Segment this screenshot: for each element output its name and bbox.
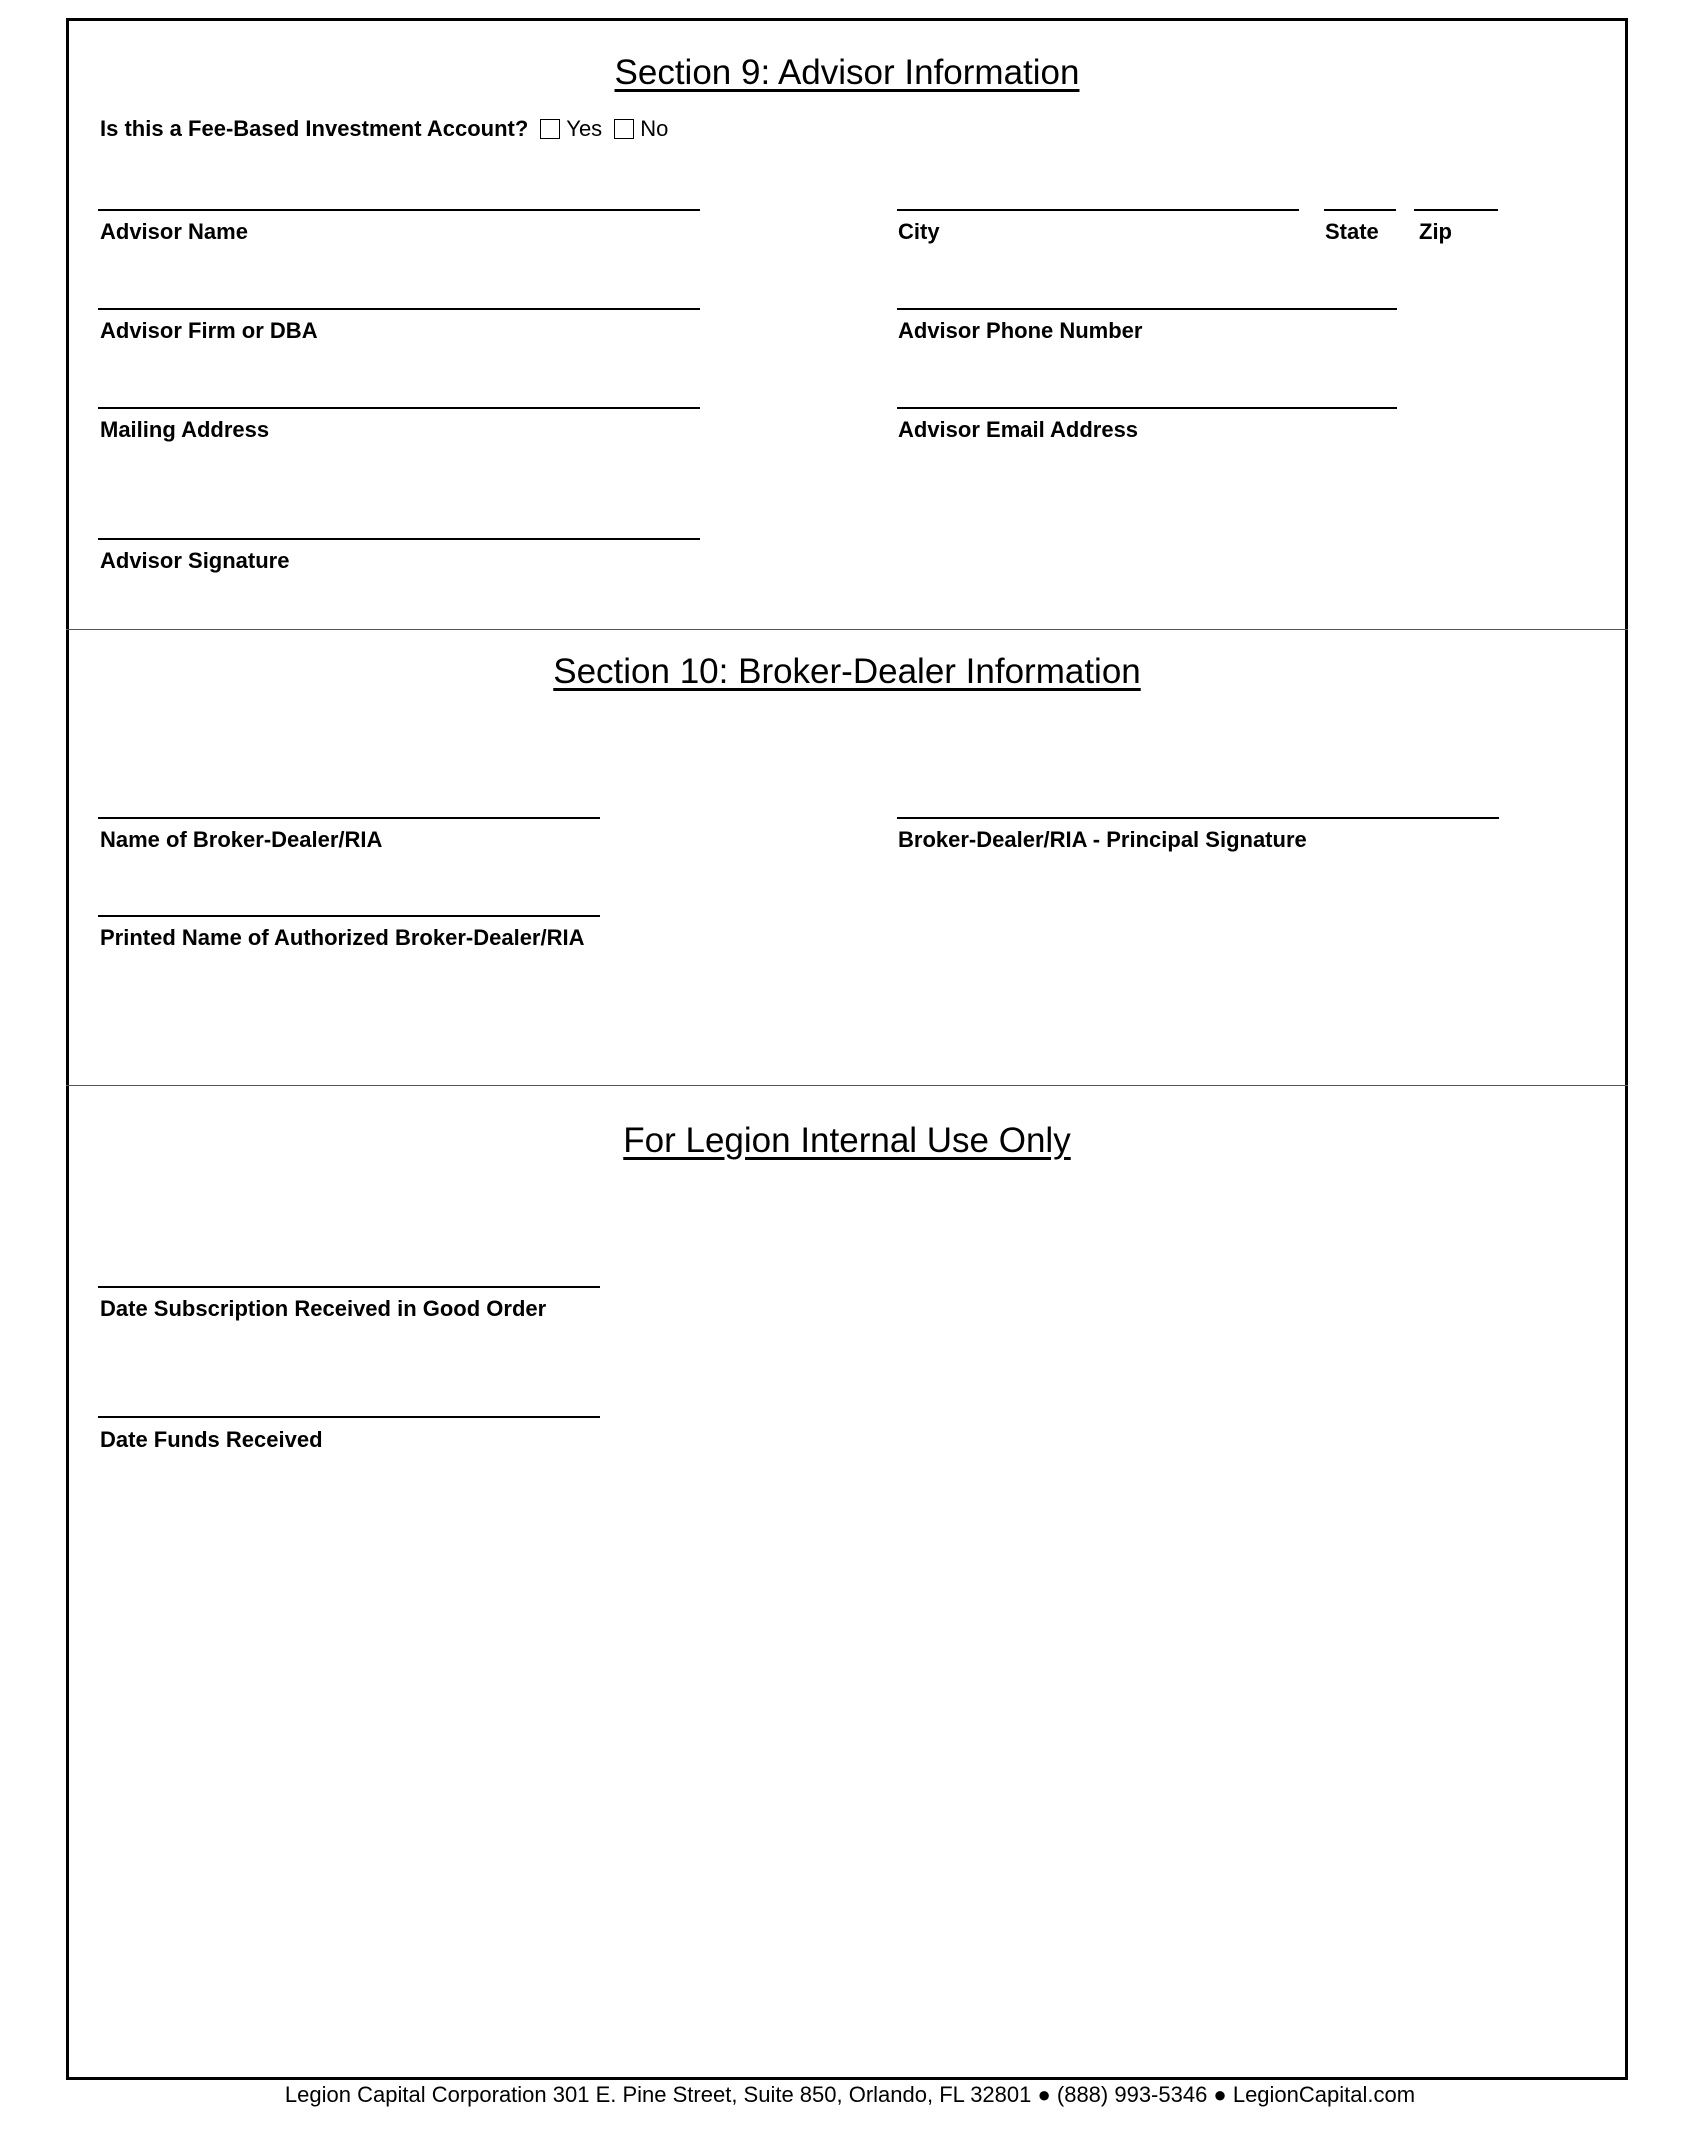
advisor-email-field[interactable] <box>897 407 1397 409</box>
advisor-name-label: Advisor Name <box>100 219 248 244</box>
advisor-signature-field[interactable] <box>98 538 700 540</box>
advisor-signature-label: Advisor Signature <box>100 548 290 573</box>
zip-field[interactable] <box>1414 209 1498 211</box>
advisor-email-label: Advisor Email Address <box>898 417 1139 442</box>
date-subscription-label: Date Subscription Received in Good Order <box>100 1296 547 1321</box>
bd-principal-signature-field[interactable] <box>897 817 1499 819</box>
no-option-label: No <box>640 116 669 141</box>
section9-title: Section 9: Advisor Information <box>614 53 1080 92</box>
yes-option-label: Yes <box>566 116 603 141</box>
bd-principal-signature-label: Broker-Dealer/RIA - Principal Signature <box>898 827 1307 852</box>
section10-title: Section 10: Broker-Dealer Information <box>553 652 1141 691</box>
fee-based-question <box>100 116 676 142</box>
section-divider <box>66 1085 1628 1086</box>
yes-checkbox[interactable] <box>540 119 560 139</box>
footer-contact: Legion Capital Corporation 301 E. Pine Street, Suite 850, Orlando, FL 32801 ● (888) 993-5346 ● LegionCapital.com <box>284 2082 1416 2107</box>
advisor-firm-label: Advisor Firm or DBA <box>100 318 318 343</box>
date-funds-field[interactable] <box>98 1416 600 1418</box>
advisor-firm-field[interactable] <box>98 308 700 310</box>
date-funds-label: Date Funds Received <box>100 1427 323 1452</box>
zip-label: Zip <box>1419 219 1452 244</box>
city-label: City <box>898 219 940 244</box>
bd-printed-name-label: Printed Name of Authorized Broker-Dealer/RIA <box>100 925 585 950</box>
internal-use-title: For Legion Internal Use Only <box>623 1121 1071 1160</box>
advisor-name-field[interactable] <box>98 209 700 211</box>
mailing-address-field[interactable] <box>98 407 700 409</box>
bd-name-field[interactable] <box>98 817 600 819</box>
bd-name-label: Name of Broker-Dealer/RIA <box>100 827 383 852</box>
mailing-address-label: Mailing Address <box>100 417 270 442</box>
no-checkbox[interactable] <box>614 119 634 139</box>
date-subscription-field[interactable] <box>98 1286 600 1288</box>
bd-printed-name-field[interactable] <box>98 915 600 917</box>
advisor-phone-label: Advisor Phone Number <box>898 318 1143 343</box>
advisor-phone-field[interactable] <box>897 308 1397 310</box>
state-label: State <box>1325 219 1379 244</box>
fee-based-question-text: Is this a Fee-Based Investment Account? <box>100 116 529 141</box>
city-field[interactable] <box>897 209 1299 211</box>
section-divider <box>66 629 1628 630</box>
state-field[interactable] <box>1324 209 1396 211</box>
